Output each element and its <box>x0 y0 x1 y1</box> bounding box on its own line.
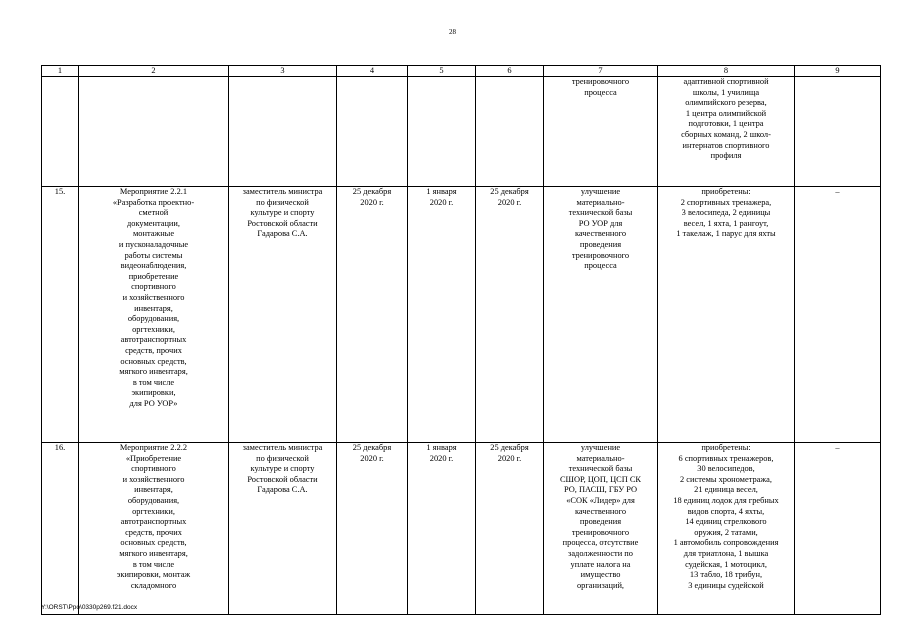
cell-line: 2 спортивных тренажера, <box>680 197 772 207</box>
cell-line: СШОР, ЦОП, ЦСП СК <box>559 474 642 484</box>
cell-line: РО, ПАСШ, ГБУ РО <box>563 485 638 495</box>
cell-line: инвентаря, <box>134 303 173 313</box>
cell-line: мягкого инвентаря, <box>119 367 188 377</box>
page-number: 28 <box>449 28 456 36</box>
cell-line: спортивного <box>131 464 176 474</box>
cell-line: приобретены: <box>701 187 751 196</box>
cell-line: – <box>835 187 840 196</box>
start-date-cell <box>337 187 408 443</box>
start-date-cell <box>337 443 408 615</box>
column-header: 3 <box>229 66 337 77</box>
cell-line: мягкого инвентаря, <box>119 548 188 558</box>
cell-line: тренировочного <box>571 77 630 86</box>
problems-cell <box>795 187 881 443</box>
cell-line: 30 велосипедов, <box>697 464 755 474</box>
cell-line: материально- <box>576 453 625 463</box>
cell-line: технической базы <box>568 208 633 218</box>
cell-line: процесса <box>584 87 617 97</box>
column-header: 1 <box>42 66 79 77</box>
end-date-cell <box>476 187 544 443</box>
cell-line: и хозяйственного <box>122 292 185 302</box>
column-header: 7 <box>544 66 658 77</box>
cell-line: и пусконаладочные <box>118 239 189 249</box>
cell-line: 2020 г. <box>497 453 522 463</box>
actual-result-cell <box>658 187 795 443</box>
cell-line: «СОК «Лидер» для <box>566 495 635 505</box>
cell-line: проведения <box>579 517 622 527</box>
cell-line: автотранспортных <box>120 335 187 345</box>
cell-line: тренировочного <box>571 527 630 537</box>
cell-line: задолженности по <box>568 548 633 558</box>
start-date-cell <box>337 77 408 187</box>
cell-line: средств, прочих <box>125 345 182 355</box>
cell-line: 3 велосипеда, 2 единицы <box>681 208 771 218</box>
cell-line: процесса, отсутствие <box>562 538 639 548</box>
cell-line: проведения <box>579 239 622 249</box>
cell-line: для триатлона, 1 вышка <box>683 548 769 558</box>
cell-line: РО УОР для <box>578 218 623 228</box>
cell-line: 25 декабря <box>352 443 392 452</box>
expected-result-cell <box>544 187 658 443</box>
cell-line: экипировки, <box>131 388 176 398</box>
cell-line: Мероприятие 2.2.1 <box>119 187 188 196</box>
cell-line: Гадарова С.А. <box>257 485 308 495</box>
cell-line: качественного <box>574 229 627 239</box>
column-header: 6 <box>476 66 544 77</box>
cell-line: видов спорта, 4 яхты, <box>687 506 765 516</box>
column-header: 2 <box>79 66 229 77</box>
cell-line: «Приобретение <box>125 453 182 463</box>
report-table <box>41 65 881 615</box>
cell-line: оргтехники, <box>132 506 175 516</box>
cell-line: качественного <box>574 506 627 516</box>
cell-line: приобретены: <box>701 443 751 452</box>
cell-line: 14 единиц стрелкового <box>685 517 767 527</box>
cell-line: улучшение <box>580 443 621 452</box>
expected-result-cell <box>544 443 658 615</box>
cell-line: 21 единица весел, <box>694 485 758 495</box>
cell-line: в том числе <box>132 377 175 387</box>
cell-line: 13 табло, 18 трибун, <box>689 570 763 580</box>
cell-line: 25 декабря <box>352 187 392 196</box>
problems-cell <box>795 443 881 615</box>
cell-line: 6 спортивных тренажеров, <box>678 453 774 463</box>
column-header: 8 <box>658 66 795 77</box>
cell-line: по физической <box>256 453 309 463</box>
expected-result-cell <box>544 77 658 187</box>
header-row <box>42 66 881 77</box>
cell-line: 1 такелаж, 1 парус для яхты <box>676 229 776 239</box>
cell-line: профиля <box>710 151 742 161</box>
end-date-cell <box>476 77 544 187</box>
problems-cell <box>795 77 881 187</box>
cell-line: 18 единиц лодок для гребных <box>673 495 779 505</box>
cell-line: культуре и спорту <box>250 464 315 474</box>
cell-line: 2020 г. <box>497 197 522 207</box>
planned-date-cell <box>408 443 476 615</box>
cell-line: спортивного <box>131 282 176 292</box>
planned-date-cell <box>408 187 476 443</box>
cell-line: культуре и спорту <box>250 208 315 218</box>
cell-line: 2020 г. <box>360 453 384 463</box>
end-date-cell <box>476 443 544 615</box>
cell-line: для РО УОР» <box>129 398 178 408</box>
cell-line: основных средств, <box>120 356 187 366</box>
row-number: 15. <box>42 187 79 443</box>
cell-line: инвентаря, <box>134 485 173 495</box>
cell-line: оружия, 2 татами, <box>694 527 758 537</box>
cell-line: улучшение <box>580 187 621 196</box>
cell-line: экипировки, монтаж <box>116 570 191 580</box>
cell-line: в том числе <box>132 559 175 569</box>
cell-line: 1 автомобиль сопровождения <box>673 538 779 548</box>
cell-line: – <box>835 443 840 452</box>
cell-line: интернатов спортивного <box>682 140 770 150</box>
row-number: 16. <box>42 443 79 615</box>
actual-result-cell <box>658 77 795 187</box>
cell-line: Мероприятие 2.2.2 <box>119 443 188 452</box>
column-header: 9 <box>795 66 881 77</box>
table-row <box>42 187 881 443</box>
cell-line: 25 декабря <box>490 443 529 452</box>
cell-line: заместитель министра <box>242 443 323 452</box>
cell-line: уплате налога на <box>570 559 631 569</box>
cell-line: 1 января <box>426 187 457 196</box>
cell-line: олимпийского резерва, <box>685 98 767 108</box>
cell-line: видеонаблюдения, <box>120 261 187 271</box>
cell-line: монтажные <box>132 229 175 239</box>
cell-line: организаций, <box>576 580 625 590</box>
actual-result-cell <box>658 443 795 615</box>
cell-line: по физической <box>256 197 309 207</box>
cell-line: основных средств, <box>120 538 187 548</box>
table-row <box>42 443 881 615</box>
cell-line: «Разработка проектно- <box>112 197 195 207</box>
cell-line: весел, 1 яхта, 1 рангоут, <box>683 218 769 228</box>
cell-line: оборудования, <box>127 314 180 324</box>
cell-line: 3 единицы судейской <box>688 580 764 590</box>
event-cell <box>79 187 229 443</box>
event-cell <box>79 77 229 187</box>
file-path-footer: Y:\ORST\Ppo\0330p269.f21.docx <box>41 604 138 611</box>
cell-line: 1 центра олимпийской <box>685 108 767 118</box>
cell-line: Ростовской области <box>247 218 318 228</box>
cell-line: средств, прочих <box>125 527 182 537</box>
cell-line: складомного <box>130 580 177 590</box>
cell-line: оргтехники, <box>132 324 175 334</box>
cell-line: оборудования, <box>127 495 180 505</box>
cell-line: Ростовской области <box>247 474 318 484</box>
cell-line: 25 декабря <box>490 187 529 196</box>
responsible-cell <box>229 443 337 615</box>
cell-line: технической базы <box>568 464 633 474</box>
cell-line: сметной <box>138 208 169 218</box>
cell-line: Гадарова С.А. <box>257 229 308 239</box>
cell-line: 2020 г. <box>360 197 384 207</box>
column-header: 4 <box>337 66 408 77</box>
cell-line: и хозяйственного <box>122 474 185 484</box>
cell-line: автотранспортных <box>120 517 187 527</box>
cell-line: материально- <box>576 197 625 207</box>
cell-line: 2020 г. <box>429 197 454 207</box>
cell-line: приобретение <box>128 271 179 281</box>
table-row <box>42 77 881 187</box>
column-header: 5 <box>408 66 476 77</box>
cell-line: документации, <box>127 218 180 228</box>
responsible-cell <box>229 77 337 187</box>
cell-line: 2020 г. <box>429 453 454 463</box>
cell-line: имущество <box>580 570 621 580</box>
cell-line: адаптивной спортивной <box>683 77 769 86</box>
cell-line: подготовки, 1 центра <box>688 119 764 129</box>
cell-line: 1 января <box>426 443 457 452</box>
planned-date-cell <box>408 77 476 187</box>
cell-line: 2 системы хронометража, <box>680 474 772 484</box>
cell-line: процесса <box>584 261 617 271</box>
cell-line: заместитель министра <box>242 187 323 196</box>
cell-line: судейская, 1 мотоцикл, <box>685 559 767 569</box>
responsible-cell <box>229 187 337 443</box>
cell-line: сборных команд, 2 школ- <box>681 129 771 139</box>
cell-line: школы, 1 училища <box>692 87 760 97</box>
event-cell <box>79 443 229 615</box>
cell-line: работы системы <box>124 250 183 260</box>
row-number <box>42 77 79 187</box>
cell-line: тренировочного <box>571 250 630 260</box>
